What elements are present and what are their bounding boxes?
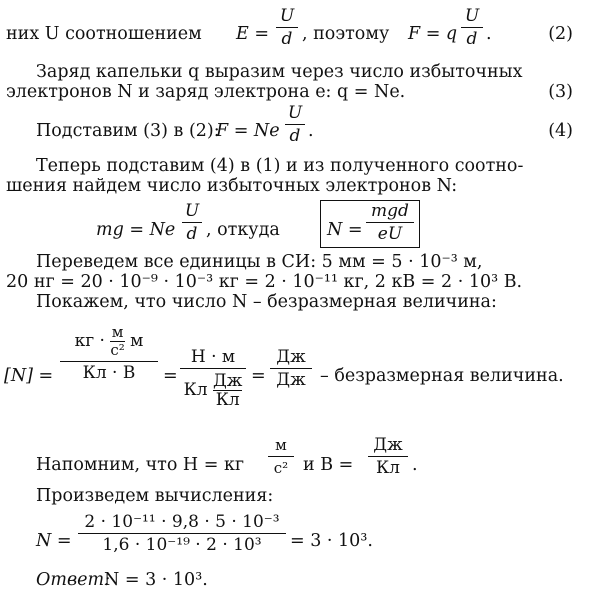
equation-number-3: (3) [548,82,573,102]
numerator-m: м [130,331,144,351]
line-11-text: Напомним, что Н = кг [36,455,245,475]
line-5-text: Теперь подставим (4) в (1) и из полученного соотно- [36,156,524,176]
fraction-numerator: mgd [371,201,409,221]
fraction-denominator: d [281,29,293,49]
line-4-fraction-u-d [285,103,305,146]
fraction-denominator: 1,6 · 10⁻¹⁹ · 2 · 10³ [102,535,262,555]
fraction-numerator: Дж [276,347,306,367]
line-1-fraction-u-d [276,6,298,49]
inner-fraction-m-s2 [110,324,124,359]
line-7-mg-eq: mg = Ne [96,220,176,240]
answer-label: Ответ: [36,570,110,590]
line-10-text: Покажем, что число N – безразмерная величина: [36,292,497,312]
line-1-dot: . [486,24,492,44]
fraction-denominator: Кл [376,458,400,478]
line-11-and-v: и В = [303,455,354,475]
inner-numerator: м [111,323,124,341]
fraction-denominator: с² [273,459,289,477]
fraction-numerator: м [275,436,287,454]
dimension-fraction-1 [60,322,158,383]
line-1-fraction-u-d-2 [461,6,483,49]
fraction-numerator: Н · м [190,347,236,367]
dimension-fraction-3 [270,347,312,390]
line-11-fraction-m-s2 [268,435,294,478]
line-6-text: шения найдем число избыточных электронов N: [6,176,458,196]
denominator-kl: Кл [183,380,208,400]
line-3-text: электронов N и заряд электрона e: q = Ne. [6,82,406,102]
answer-value: N = 3 · 10³. [104,570,208,590]
dimension-eq-1: = [163,366,178,386]
line-1-text: них U соотношением [6,24,202,44]
dimension-fraction-2 [180,347,246,410]
fraction-numerator: U [279,6,295,26]
fraction-numerator: Дж [373,435,403,455]
equation-number-2: (2) [548,24,573,44]
inner-numerator: Дж [212,371,243,391]
computation-fraction [78,512,286,555]
line-4-f-eq: F = Ne [216,121,280,141]
dimension-n-eq: [N] = [4,366,54,386]
line-11-fraction-dj-kl [368,435,408,478]
fraction-denominator: d [466,29,478,49]
line-8-text: Переведем все единицы в СИ: 5 мм = 5 · 10⁻³ м, [36,252,483,272]
line-7-n-eq: N = [327,220,363,240]
line-1-f-eq: F = q [408,24,458,44]
line-4-dot: . [308,121,314,141]
numerator-kg: кг · [74,331,105,351]
line-1-e-eq: E = [236,24,270,44]
inner-denominator: Кл [213,390,242,409]
line-9-text: 20 нг = 20 · 10⁻⁹ · 10⁻³ кг = 2 · 10⁻¹¹ кг, 2 кВ = 2 · 10³ В. [6,272,523,292]
dimension-tail: – безразмерная величина. [320,366,564,386]
fraction-numerator [60,322,158,360]
equation-number-4: (4) [548,121,573,141]
fraction-denominator: d [289,126,301,146]
line-4-text: Подставим (3) в (2): [36,121,220,141]
line-12-text: Произведем вычисления: [36,486,274,506]
fraction-denominator: Кл · В [82,363,136,383]
fraction-numerator: U [464,6,480,26]
fraction-denominator [180,370,246,410]
fraction-numerator: U [287,103,303,123]
inner-denominator: с² [110,341,125,359]
line-1-therefore: , поэтому [302,24,390,44]
computation-result: = 3 · 10³. [290,531,373,551]
inner-fraction-dj-kl [213,372,242,409]
computation-n-eq: N = [36,531,72,551]
fraction-numerator: U [184,201,200,221]
line-2-text: Заряд капельки q выразим через число избыточных [36,62,523,82]
fraction-numerator: 2 · 10⁻¹¹ · 9,8 · 5 · 10⁻³ [84,512,280,532]
line-7-fraction-u-d [182,201,202,244]
line-7-whence: , откуда [206,220,280,240]
fraction-denominator: d [186,224,198,244]
line-11-dot: . [412,455,418,475]
dimension-eq-2: = [251,366,266,386]
fraction-denominator: eU [377,224,403,244]
fraction-denominator: Дж [276,370,306,390]
line-7-fraction-mgd-eu [366,201,414,244]
